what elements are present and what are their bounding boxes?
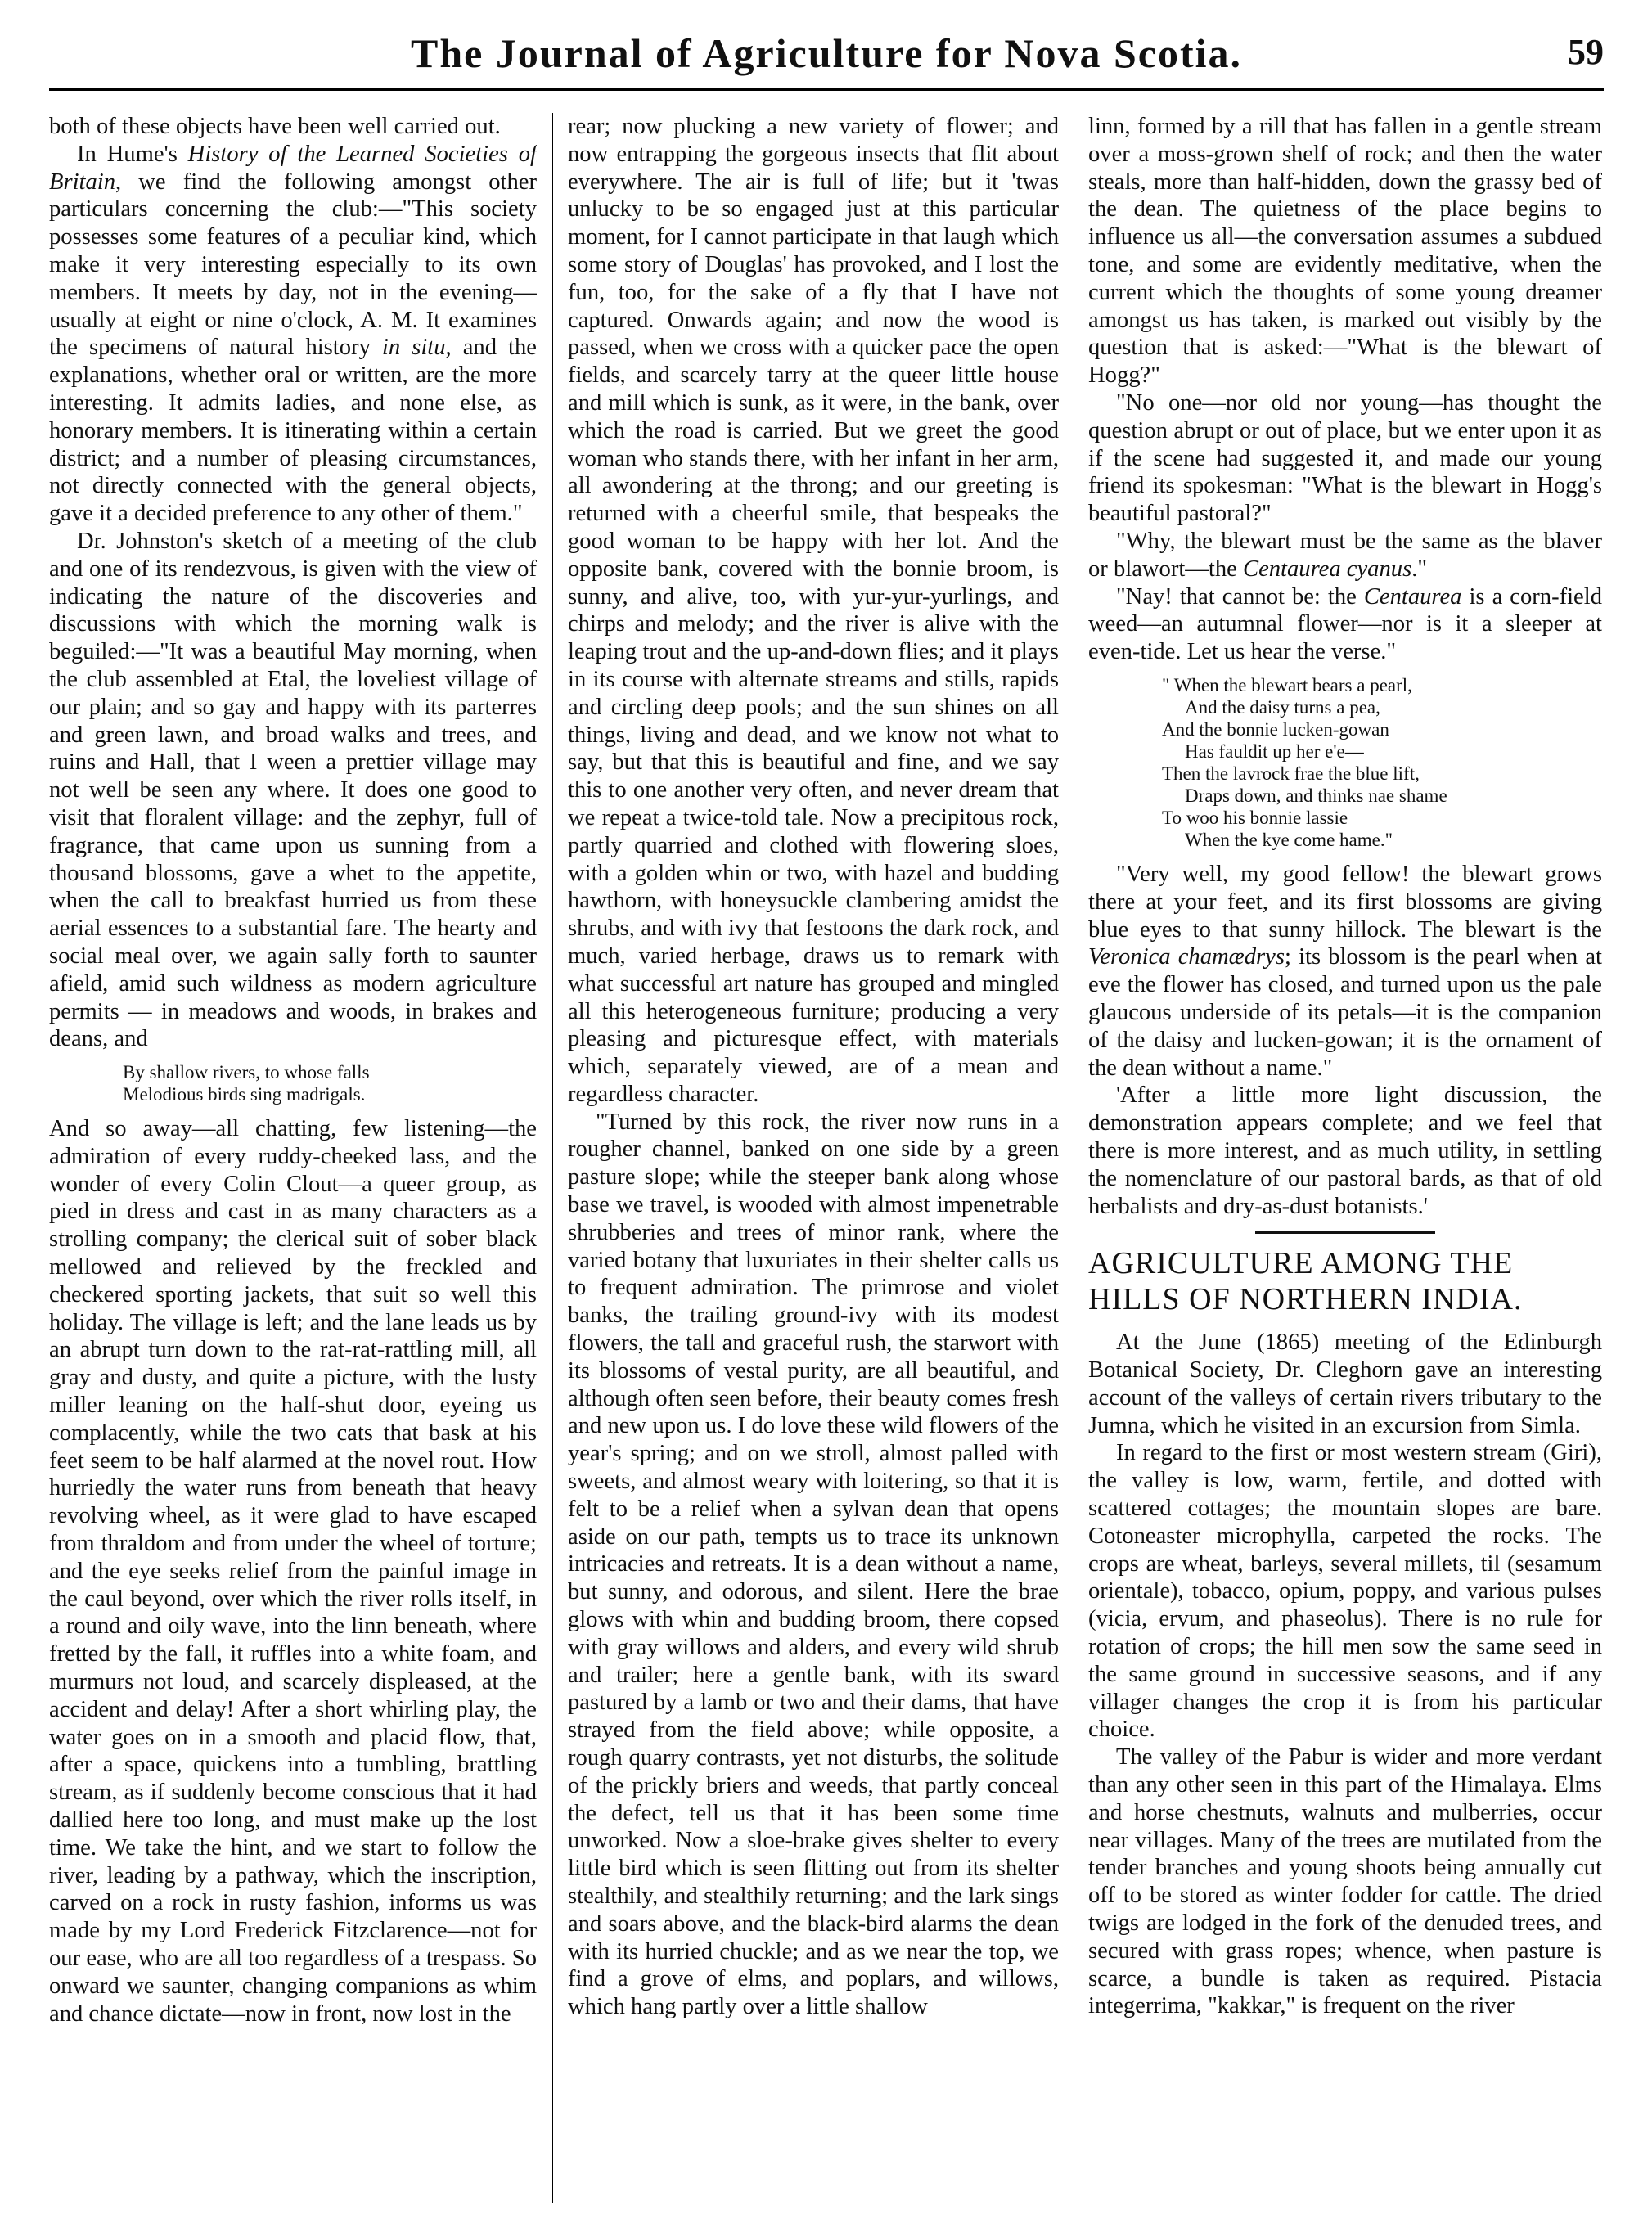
paragraph: The valley of the Pabur is wider and more verdant than any other seen in this part of the Himalaya. Elms and horse chestnuts, walnuts and mulberries, occur near villages. Many of the trees are mutilated from the tender branches and young shoots being annually cut off to be stored as winter fodder for cattle. The dried twigs are lodged in the fork of the denuded trees, and secured with grass ropes; whence, when pasture is scarce, a bundle is taken as required. Pistacia integerrima, "kakkar," is frequent on the river bbox=[1088, 1744, 1602, 2019]
journal-title: The Journal of Agriculture for Nova Scotia. bbox=[410, 30, 1243, 76]
header-rule-thick bbox=[49, 88, 1604, 91]
verse-line: By shallow rivers, to whose falls bbox=[123, 1062, 370, 1083]
paragraph bbox=[1088, 583, 1602, 666]
book-title: History of the Learned Societies of Britain bbox=[49, 141, 537, 195]
verse-line: When the kye come hame." bbox=[1185, 829, 1393, 850]
text-run: ; its blossom is the pearl when at eve the flower has closed, and turned upon us the pale glaucous underside of its petals—it is the companion of the daisy and lucken-gowan; it is the ornament of the dean without a name." bbox=[1088, 944, 1602, 1081]
paragraph: Dr. Johnston's sketch of a meeting of the club and one of its rendezvous, is given with the view of indicating the nature of the discoveries and discussions with which the morning walk is beguiled:—"It was a beautiful May morning, when the club assembled at Etal, the loveliest village of our plain; and so gay and happy with its parterres and green lawn, and broad walks and trees, and ruins and Hall, that I ween a prettier village may not well be seen any where. It does one good to visit that floralent village: and the zephyr, full of fragrance, that came upon us sunning from a thousand blossoms, gave a whet to the appetite, when the call to breakfast hurried us from these aerial essences to a substantial fare. The hearty and social meal over, we again sally forth to saunter afield, amid such wildness as modern agriculture permits — in meadows and woods, in brakes and deans, and bbox=[49, 528, 537, 1052]
verse-line: Melodious birds sing madrigals. bbox=[123, 1084, 366, 1105]
article-heading: AGRICULTURE AMONG THE HILLS OF NORTHERN INDIA. bbox=[1088, 1246, 1523, 1317]
paragraph bbox=[1088, 861, 1602, 1082]
species-name: Centaurea bbox=[1363, 583, 1462, 610]
verse-line: And the daisy turns a pea, bbox=[1185, 696, 1380, 718]
paragraph: At the June (1865) meeting of the Edinburgh Botanical Society, Dr. Cleghorn gave an interesting account of the valleys of certain rivers tributary to the Jumna, which he visited in an excursion from Simla. bbox=[1088, 1330, 1602, 1438]
text-run: "Why, the blewart must be the same as the blaver or blawort—the bbox=[1088, 528, 1602, 582]
text-run: "Nay! that cannot be: the bbox=[1116, 583, 1364, 610]
text-run: is a corn-field weed—an autumnal flower—nor is it a sleeper at even-tide. Let us hear the verse." bbox=[1088, 583, 1602, 665]
page-number: 59 bbox=[1568, 32, 1604, 72]
section-separator bbox=[1255, 1231, 1435, 1234]
verse-line: Draps down, and thinks nae shame bbox=[1185, 785, 1447, 806]
verse-line: " When the blewart bears a pearl, bbox=[1162, 674, 1412, 695]
text-run: "Very well, my good fellow! the blewart grows there at your feet, and its first blossoms are giving blue eyes to that sunny hillock. The blewart is the bbox=[1088, 861, 1602, 943]
verse-quote bbox=[123, 1061, 537, 1105]
paragraph bbox=[49, 141, 537, 528]
paragraph: linn, formed by a rill that has fallen in a gentle stream over a moss-grown shelf of rock; and then the water steals, more than half-hidden, down the grassy bed of the dean. The quietness of the place begins to influence us all—the conversation assumes a subdued tone, and some are evidently meditative, when the current which the thoughts of some young dreamer amongst us has taken, is marked out visibly by the question that is asked:—"What is the blewart of Hogg?" bbox=[1088, 114, 1602, 389]
paragraph: "No one—nor old nor young—has thought the question abrupt or out of place, but we enter upon it as if the scene had suggested it, and made our young friend its spokesman: "What is the blewart in Hogg's beautiful pastoral?" bbox=[1088, 389, 1602, 527]
text-run: , we find the following amongst other particulars concerning the club:—"This society possesses some features of a peculiar kind, which make it very interesting especially to its own members. It meets by day, not in the evening—usually at eight or nine o'clock, A. M. It examines the specimens of natural history bbox=[49, 169, 537, 361]
verse-line: Then the lavrock frae the blue lift, bbox=[1162, 763, 1420, 784]
column-3 bbox=[1088, 113, 1602, 2203]
species-name: Veronica chamædrys bbox=[1088, 944, 1285, 970]
paragraph: In regard to the first or most western stream (Giri), the valley is low, warm, fertile, and dotted with scattered cottages; the mountain slopes are bare. Cotoneaster microphylla, carpeted the rocks. The crops are wheat, barleys, several millets, til (sesamum orientale), tobacco, opium, poppy, and various pulses (vicia, ervum, and phaseolus). There is no rule for rotation of crops; the hill men sow the same seed in the same ground in successive seasons, and if any villager changes the crop it is from his particular choice. bbox=[1088, 1440, 1602, 1743]
paragraph: rear; now plucking a new variety of flower; and now entrapping the gorgeous insects that flit about everywhere. The air is full of life; but it 'twas unlucky to be so engaged just at this particular moment, for I cannot participate in that laugh which some story of Douglas' has provoked, and I lost the fun, too, for the sake of a fly that I have not captured. Onwards again; and now the wood is passed, when we cross with a quicker pace the open fields, and scarcely tarry at the queer little house and mill which is sunk, as it were, in the bank, over which the road is carried. But we greet the good woman who stands there, with her infant in her arm, all awondering at the throng; and our greeting is returned with a cheerful smile, that bespeaks the good woman to be happy with her lot. And the opposite bank, covered with the bonnie broom, is sunny, and alive, too, with yur-yur-yurlings, and chirps and melody; and the river is alive with the leaping trout and the up-and-down flies; and it plays in its course with alternate streams and stills, rapids and circling deep pools; and the sun shines on all things, living and dead, and we know not what to say, but that this is beautiful and fine, and we say this to one another very often, and never dream that we repeat a twice-told tale. Now a precipitous rock, partly quarried and clothed with flowering sloes, with a golden whin or two, with hazel and budding hawthorn, with honeysuckle clambering amidst the shrubs, and with ivy that festoons the dark rock, and much, varied herbage, draws us to remark with what successful art nature has grouped and mingled all this heterogeneous furniture; producing a very pleasing and picturesque effect, with materials which, separately viewed, are of a mean and regardless character. bbox=[568, 114, 1059, 1107]
verse-line: To woo his bonnie lassie bbox=[1162, 807, 1348, 828]
text-run: ." bbox=[1411, 556, 1428, 582]
text-run: In Hume's bbox=[77, 141, 188, 167]
verse-line: Has fauldit up her e'e— bbox=[1185, 740, 1364, 762]
page-header bbox=[49, 25, 1604, 90]
verse-line: And the bonnie lucken-gowan bbox=[1162, 718, 1389, 740]
column-2 bbox=[568, 113, 1059, 2203]
italic-term: in situ bbox=[381, 335, 446, 361]
text-run: , and the explanations, whether oral or written, are the more interesting. It admits ladies, and none else, as honorary members. It is itinerating within a certain district; and a number of pleasing circumstances, not directly connected with the general objects, gave it a decided preference to any other of them." bbox=[49, 335, 537, 527]
column-1 bbox=[49, 113, 537, 2203]
paragraph: And so away—all chatting, few listening—the admiration of every ruddy-cheeked lass, and the wonder of every Colin Clout—a queer group, as pied in dress and cast in as many characters as a strolling company; the clerical suit of sober black mellowed and relieved by the freckled and checkered sporting jackets, that suit so well this holiday. The village is left; and the lane leads us by an abrupt turn down to the rat-rat-rattling mill, all gray and dusty, and quite a picture, with the lusty miller leaning on the half-shut door, eyeing us complacently, while the two cats that bask at his feet seem to be half alarmed at the novel rout. How hurriedly the water runs from beneath that heavy revolving wheel, as it were glad to have escaped from thraldom and from under the wheel of torture; and the eye seeks relief from the painful image in the caul beyond, over which the river rolls itself, in a round and oily wave, into the linn beneath, where fretted by the fall, it ruffles into a white foam, and murmurs not loud, and scarcely displeased, at the accident and delay! After a short whirling play, the water goes on in a smooth and placid flow, that, after a space, quickens into a tumbling, brattling stream, as if suddenly become conscious that it had dallied here too long, and must make up the lost time. We take the hint, and we start to follow the river, leading by a pathway, which the inscription, carved on a rock in rusty fashion, informs us was made by my Lord Frederick Fitzclarence—not for our ease, who are all too regardless of a trespass. So onward we saunter, changing companions as whim and chance dictate—now in front, now lost in the bbox=[49, 1116, 537, 2027]
species-name: Centaurea cyanus bbox=[1243, 556, 1412, 582]
paragraph bbox=[1088, 528, 1602, 583]
paragraph: both of these objects have been well carried out. bbox=[49, 114, 501, 139]
column-divider-1 bbox=[552, 113, 553, 2203]
paragraph: "Turned by this rock, the river now runs in a rougher channel, banked on one side by a green pasture slope; while the steeper bank along whose base we travel, is wooded with almost impenetrable shrubberies and trees of minor rank, where the varied botany that luxuriates in their shelter calls us to frequent admiration. The primrose and violet banks, the trailing ground-ivy with its modest flowers, the tall and graceful rush, the starwort with its blossoms of vestal purity, are all beautiful, and although often seen before, their beauty comes fresh and new upon us. I do love these wild flowers of the year's spring; and on we stroll, almost palled with sweets, and almost weary with loitering, so that it is felt to be a relief when a sylvan dean that opens aside on our path, tempts us to trace its unknown intricacies and retreats. It is a dean without a name, but sunny, and odorous, and silent. Here the brae glows with whin and budding broom, there copsed with gray willows and alders, and every wild shrub and trailer; here a gentle bank, with its sward pastured by a lamb or two and their dams, that have strayed from the field above; while opposite, a rough quarry contrasts, yet not disturbs, the solitude of the prickly briers and weeds, that partly conceal the defect, tell us that it has been some time unworked. Now a sloe-brake gives shelter to every little bird which is seen flitting out from its shelter stealthily, and stealthily returning; and the lark sings and soars above, and the black-bird alarms the dean with its hurried chuckle; and as we near the top, we find a grove of elms, and poplars, and willows, which hang partly over a little shallow bbox=[568, 1109, 1059, 2020]
paragraph: 'After a little more light discussion, the demonstration appears complete; and we feel that there is more interest, and as much utility, in settling the nomenclature of our pastoral bards, as that of old herbalists and dry-as-dust botanists.' bbox=[1088, 1082, 1602, 1219]
verse-quote bbox=[1162, 674, 1602, 851]
